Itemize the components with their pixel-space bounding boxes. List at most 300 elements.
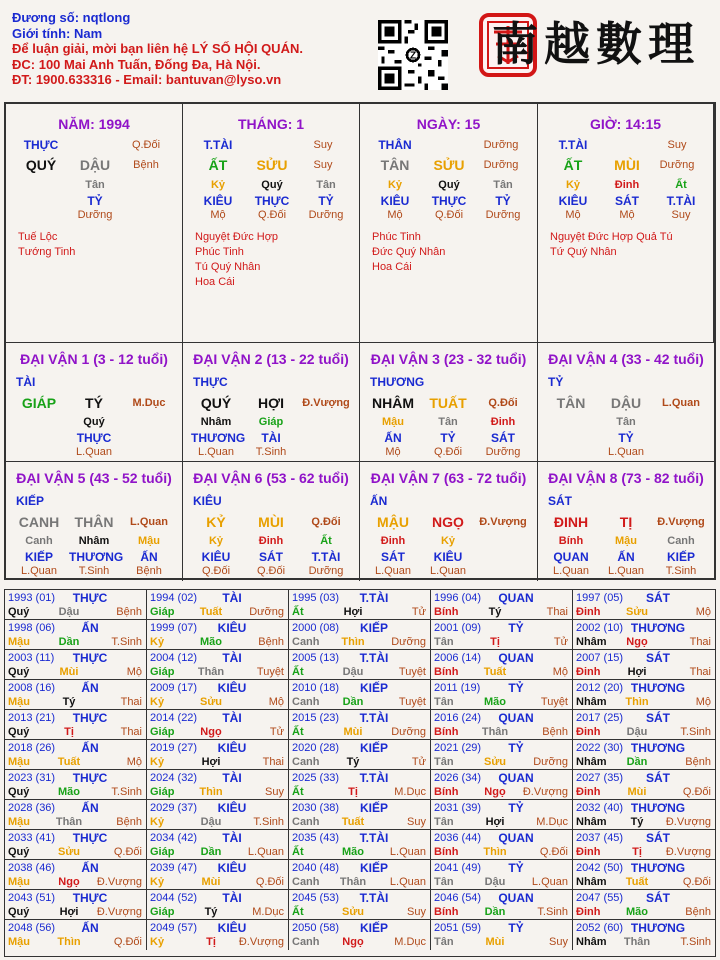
pillar-heavenly-stem: ẤT [208,157,228,173]
year-stem: Bính [434,786,459,798]
year-cell[interactable] [573,890,715,920]
year-god: KIẾP [359,621,388,635]
year-stage: Mộ [268,696,284,708]
year-branch: Mùi [59,666,79,678]
year-stem: Nhâm [576,816,607,828]
pillar-stem-stage: Q.Đối [131,139,161,151]
year-branch: Dần [200,846,222,858]
year-cell[interactable] [289,680,431,710]
year-stage: Suy [265,786,284,798]
year-stage: Tử [411,606,426,618]
dai-van-hidden-stem: Canh [667,535,695,547]
year-cell[interactable] [431,740,573,770]
year-label: 2038 (46) [8,862,56,874]
dai-van-title: ĐẠI VẬN 3 (23 - 32 tuổi) [370,351,527,367]
pillar-note: Nguyệt Đức Hợp Quả Tú [550,231,673,243]
year-stem: Ất [292,726,304,738]
year-stem: Mậu [8,816,30,828]
year-god: THỰC [72,831,108,845]
year-branch: Mùi [485,936,505,948]
year-stage: Q.Đối [113,936,142,948]
year-god: SÁT [646,831,670,845]
year-stage: T.Sinh [680,726,711,738]
year-stem: Ất [292,666,304,678]
year-branch: Tuất [625,876,649,888]
year-label: 2026 (34) [434,772,482,784]
year-branch: Ngọ [200,726,222,738]
year-cell[interactable] [289,740,431,770]
dai-van-hidden-stem: T.Sinh [665,565,697,577]
year-stem: Đinh [576,606,601,618]
year-label: 2002 (10) [576,622,624,634]
pillar-hidden-stem: KIÊU [203,194,233,208]
pillar-title: THÁNG: 1 [237,116,305,132]
year-branch: Mùi [627,786,647,798]
dai-van-hidden-stem: Nhâm [200,416,232,428]
pillar-heavenly-stem: ẤT [563,157,583,173]
year-branch: Thân [55,816,83,828]
year-stage: Đ.Vượng [665,816,711,828]
pillar-hidden-stem: Tân [493,179,513,191]
year-god: ẤN [81,621,99,635]
year-stem: Mậu [8,756,30,768]
dai-van-title: ĐẠI VẬN 5 (43 - 52 tuổi) [16,470,172,486]
year-label: 2030 (38) [292,802,340,814]
year-cell[interactable] [5,680,147,710]
year-label: 2000 (08) [292,622,340,634]
year-label: 2022 (30) [576,742,624,754]
pillar-stem-stage: Suy [313,139,333,151]
year-label: 2013 (21) [8,712,56,724]
gender: Giới tính: Nam [12,25,103,41]
dai-van-hidden-stem: SÁT [381,550,405,564]
year-branch: Tuất [57,756,81,768]
pillar-note: Tứ Quý Nhân [550,246,617,258]
year-god: T.TÀI [359,771,389,785]
year-stage: Thai [689,636,711,648]
year-god: KIÊU [217,681,247,695]
year-stem: Ất [292,606,304,618]
year-cell[interactable] [5,740,147,770]
year-stage: Đ.Vượng [96,906,142,918]
dai-van-hidden-stem: Đinh [490,416,516,428]
year-label: 1994 (02) [150,592,198,604]
year-cell[interactable] [431,800,573,830]
year-stage: Q.Đối [682,876,711,888]
year-god: TỶ [508,801,524,815]
year-branch: Tý [346,756,360,768]
year-cell[interactable] [5,920,147,950]
year-label: 2014 (22) [150,712,198,724]
year-stem: Mậu [8,876,30,888]
dai-van-stem: CANH [18,514,60,530]
dai-van-8[interactable] [538,461,714,581]
year-cell[interactable] [147,680,289,710]
year-stem: Canh [292,756,320,768]
year-god: T.TÀI [359,891,389,905]
year-branch: Thân [197,666,225,678]
year-label: 2048 (56) [8,922,56,934]
dai-van-god: ẤN [370,494,388,508]
year-stem: Quý [8,666,30,678]
year-cell[interactable] [573,860,715,890]
year-cell[interactable] [431,650,573,680]
year-branch: Thìn [341,636,365,648]
brand-logo [478,12,710,78]
dai-van-stem: QUÝ [200,395,232,411]
dai-van-title: ĐẠI VẬN 1 (3 - 12 tuổi) [20,351,168,367]
year-cell[interactable] [289,710,431,740]
dai-van-hidden-stem: Mậu [382,416,404,428]
year-label: 2029 (37) [150,802,198,814]
year-label: 2018 (26) [8,742,56,754]
year-cell[interactable] [5,590,147,620]
year-stem: Quý [8,906,30,918]
year-label: 2025 (33) [292,772,340,784]
year-branch: Tị [206,936,216,948]
year-branch: Mão [200,636,222,648]
year-label: 2039 (47) [150,862,198,874]
dai-van-6[interactable] [183,461,360,581]
address: ĐC: 100 Mai Anh Tuấn, Đống Đa, Hà Nội. [12,56,261,72]
dai-van-title: ĐẠI VẬN 4 (33 - 42 tuổi) [548,351,704,367]
year-god: ẤN [81,741,99,755]
year-branch: Hợi [343,606,363,618]
year-god: QUAN [498,711,534,725]
year-stem: Nhâm [576,876,607,888]
pillar-note: Hoa Cái [372,261,412,273]
dai-van-hidden-stem: KIÊU [201,550,231,564]
year-label: 2019 (27) [150,742,198,754]
dai-van-hidden-stem: Canh [25,535,53,547]
year-cell[interactable] [573,740,715,770]
pillar-note: Phúc Tinh [195,246,244,258]
year-cell[interactable] [573,800,715,830]
year-label: 2047 (55) [576,892,624,904]
year-god: TỶ [508,621,524,635]
dai-van-stage: Q.Đối [311,516,341,528]
year-cell[interactable] [147,710,289,740]
year-cell[interactable] [431,620,573,650]
year-stage: Suy [549,936,568,948]
year-label: 2017 (25) [576,712,624,724]
year-cell[interactable] [289,830,431,860]
dai-van-hidden-stem: L.Quan [75,446,113,458]
dai-van-hidden-stem: L.Quan [429,565,467,577]
year-stage: Dưỡng [533,756,568,768]
dai-van-5[interactable] [6,461,183,581]
year-cell[interactable] [289,650,431,680]
year-branch: Ngọ [626,636,648,648]
year-label: 2001 (09) [434,622,482,634]
year-stem: Mậu [8,696,30,708]
year-label: 2008 (16) [8,682,56,694]
year-cell[interactable] [431,590,573,620]
year-cell[interactable] [573,650,715,680]
year-stem: Canh [292,876,320,888]
year-stage: Mộ [126,756,142,768]
pillar-hidden-stem: Kỷ [387,179,403,191]
dai-van-7[interactable] [360,461,538,581]
year-label: 2016 (24) [434,712,482,724]
year-label: 1996 (04) [434,592,482,604]
pillar-heavenly-stem: TÂN [380,157,410,173]
year-cell[interactable] [147,590,289,620]
year-stage: Suy [407,816,426,828]
year-stem: Ất [292,786,304,798]
year-god: THỰC [72,711,108,725]
year-cell[interactable] [573,590,715,620]
year-branch: Tuất [199,606,223,618]
year-stem: Ất [292,906,304,918]
year-stage: Q.Đối [113,846,142,858]
year-stage: L.Quan [247,846,284,858]
dai-van-2[interactable] [183,342,360,462]
year-stem: Tân [434,636,454,648]
year-stem: Kỷ [150,816,165,828]
qr-code-icon[interactable] [378,20,448,90]
year-god: KIẾP [359,801,388,815]
year-stem: Đinh [576,846,601,858]
year-stage: Tuyệt [256,666,284,678]
year-cell[interactable] [431,710,573,740]
year-cell[interactable] [289,860,431,890]
year-stage: Tuyệt [398,666,426,678]
dai-van-hidden-stem: Ất [320,535,332,547]
year-label: 2020 (28) [292,742,340,754]
pillar-hidden-stem: Dưỡng [308,209,344,221]
pillar-hidden-stem: SÁT [615,194,639,208]
year-stem: Kỷ [150,696,165,708]
year-god: TÀI [222,891,242,905]
year-label: 2035 (43) [292,832,340,844]
year-god: TỶ [508,921,524,935]
pillar-hidden-stem: Kỷ [210,179,226,191]
year-stem: Kỷ [150,756,165,768]
year-label: 2007 (15) [576,652,624,664]
pillar-hidden-stem: TỶ [87,194,103,208]
year-cell[interactable] [5,860,147,890]
year-stem: Canh [292,816,320,828]
pillar-hidden-stem: Quý [438,179,460,191]
year-stem: Tân [434,816,454,828]
year-god: KIÊU [217,741,247,755]
year-label: 2006 (14) [434,652,482,664]
year-stage: Q.Đối [682,786,711,798]
year-cell[interactable] [573,620,715,650]
dai-van-hidden-stem: Dưỡng [308,565,344,577]
dai-van-hidden-stem: L.Quan [607,446,645,458]
dai-van-hidden-stem: THƯƠNG [69,550,124,564]
year-branch: Thân [339,876,367,888]
dai-van-hidden-stem: T.TÀI [311,550,341,564]
dai-van-stem: MẬU [377,514,409,530]
year-cell[interactable] [289,590,431,620]
dai-van-branch: DẬU [610,395,642,411]
year-cell[interactable] [289,620,431,650]
pillar-3 [360,104,538,342]
dai-van-hidden-stem: SÁT [259,550,283,564]
logo-title: 南越數理 [492,17,700,71]
year-cell[interactable] [573,710,715,740]
dai-van-hidden-stem: T.Sinh [255,446,287,458]
year-cell[interactable] [573,920,715,950]
dai-van-stage: Đ.Vượng [657,516,705,528]
pillar-hidden-stem: Mộ [210,209,226,221]
year-cell[interactable] [147,740,289,770]
year-stage: Đ.Vượng [238,936,284,948]
pillar-hidden-stem: TỶ [495,194,511,208]
year-stage: T.Sinh [537,906,568,918]
dai-van-4[interactable] [538,342,714,462]
year-label: 2042 (50) [576,862,624,874]
year-cell[interactable] [431,860,573,890]
dai-van-hidden-stem: Quý [83,416,105,428]
dai-van-title: ĐẠI VẬN 8 (73 - 82 tuổi) [548,470,704,486]
year-label: 2005 (13) [292,652,340,664]
year-god: SÁT [646,891,670,905]
year-branch: Ngọ [58,876,80,888]
pillar-hidden-stem: Dưỡng [77,209,113,221]
year-cell[interactable] [289,890,431,920]
dai-van-hidden-stem: THƯƠNG [191,431,246,445]
year-cell[interactable] [431,680,573,710]
year-cell[interactable] [147,890,289,920]
year-branch: Tý [488,606,502,618]
year-cell[interactable] [289,920,431,950]
year-branch: Dần [58,636,80,648]
year-cell[interactable] [5,710,147,740]
year-stage: Thai [120,726,142,738]
year-cell[interactable] [573,830,715,860]
year-stem: Bính [434,726,459,738]
year-stage: Mộ [552,666,568,678]
year-stage: Suy [407,906,426,918]
pillar-4 [538,104,714,342]
year-god: TỶ [508,741,524,755]
year-branch: Mùi [201,876,221,888]
pillar-earthly-branch: SỬU [433,157,465,173]
dai-van-god: TỶ [548,375,564,389]
year-cell[interactable] [289,800,431,830]
year-cell[interactable] [5,650,147,680]
year-stem: Nhâm [576,936,607,948]
year-cell[interactable] [5,800,147,830]
pillar-title: NGÀY: 15 [416,116,481,132]
annual-cycles-table [4,589,716,957]
year-cell[interactable] [573,770,715,800]
year-stem: Giáp [150,906,175,918]
year-label: 2040 (48) [292,862,340,874]
year-label: 2037 (45) [576,832,624,844]
dai-van-hidden-stem: Đinh [258,535,284,547]
year-god: SÁT [646,711,670,725]
year-branch: Mão [484,696,506,708]
dai-van-hidden-stem: Kỷ [208,535,224,547]
year-stem: Ất [292,846,304,858]
year-cell[interactable] [431,920,573,950]
year-god: SÁT [646,771,670,785]
year-cell[interactable] [431,770,573,800]
year-god: THỰC [72,651,108,665]
year-stage: Bệnh [258,636,284,648]
year-cell[interactable] [5,620,147,650]
year-cell[interactable] [431,890,573,920]
dai-van-branch: THÂN [74,514,114,530]
pillar-title: NĂM: 1994 [58,116,130,132]
pillar-hidden-stem: TỶ [318,194,334,208]
year-stage: Tử [553,636,568,648]
year-cell[interactable] [147,650,289,680]
year-label: 2004 (12) [150,652,198,664]
dai-van-hidden-stem: Bệnh [136,565,162,577]
year-stem: Bính [434,666,459,678]
dai-van-1[interactable] [6,342,183,462]
year-branch: Dần [342,696,364,708]
year-god: SÁT [646,651,670,665]
year-cell[interactable] [573,680,715,710]
year-label: 2028 (36) [8,802,56,814]
year-cell[interactable] [5,770,147,800]
year-cell[interactable] [147,800,289,830]
year-god: ẤN [81,861,99,875]
year-label: 2015 (23) [292,712,340,724]
pillar-note: Nguyệt Đức Hợp [195,231,279,243]
year-god: QUAN [498,771,534,785]
pillar-note: Phúc Tinh [372,231,421,243]
year-cell[interactable] [5,830,147,860]
pillar-hidden-stem: THỰC [254,194,290,208]
dai-van-god: TÀI [16,375,36,389]
year-label: 2024 (32) [150,772,198,784]
year-stem: Canh [292,936,320,948]
year-god: T.TÀI [359,711,389,725]
year-cell[interactable] [147,830,289,860]
year-god: T.TÀI [359,591,389,605]
year-cell[interactable] [431,830,573,860]
dai-van-hidden-stem: L.Quan [552,565,590,577]
pillar-hidden-stem: Q.Đối [257,209,287,221]
year-branch: Hợi [201,756,221,768]
year-branch: Dần [484,906,506,918]
year-label: 2031 (39) [434,802,482,814]
year-cell[interactable] [147,770,289,800]
year-branch: Dậu [200,816,222,828]
dai-van-3[interactable] [360,342,538,462]
year-cell[interactable] [147,920,289,950]
dai-van-hidden-stem: Q.Đối [201,565,231,577]
year-cell[interactable] [289,770,431,800]
year-branch: Dậu [342,666,364,678]
year-god: THƯƠNG [630,741,686,755]
pillar-hidden-stem: Mộ [619,209,635,221]
year-cell[interactable] [147,620,289,650]
year-label: 1997 (05) [576,592,624,604]
year-stem: Canh [292,636,320,648]
dai-van-title: ĐẠI VẬN 2 (13 - 22 tuổi) [193,351,349,367]
dai-van-stage: Q.Đối [488,397,518,409]
pillar-note: Hoa Cái [195,276,235,288]
year-stage: Q.Đối [255,876,284,888]
year-god: THỰC [72,591,108,605]
year-branch: Ngọ [484,786,506,798]
year-stem: Kỷ [150,636,165,648]
year-stem: Quý [8,726,30,738]
year-stem: Tân [434,876,454,888]
year-cell[interactable] [147,860,289,890]
pillar-hidden-stem: Dưỡng [485,209,521,221]
year-cell[interactable] [5,890,147,920]
